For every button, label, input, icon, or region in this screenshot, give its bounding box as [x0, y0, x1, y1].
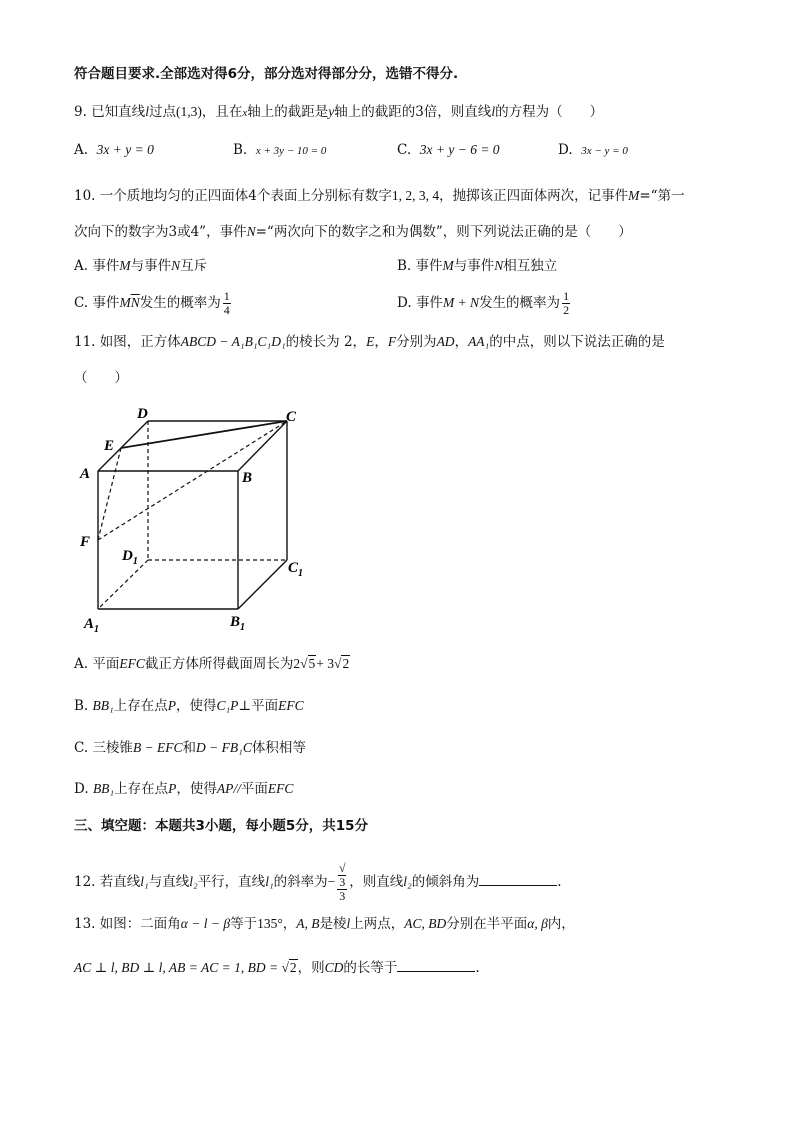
segment-fc [98, 421, 287, 540]
question-10-option-a[interactable]: A. 事件M与事件N互斥 [74, 258, 208, 274]
question-10-stem-line2: 次向下的数字为3或4”，事件N=“两次向下的数字之和为偶数”，则下列说法正确的是（ ） [74, 224, 632, 240]
label-e: E [104, 438, 115, 454]
question-10-option-d[interactable]: D. 事件M + N发生的概率为 $\frac{1}{2}$ [397, 289, 570, 317]
question-11-option-a[interactable]: A. 平面EFC截正方体所得截面周长为2√5+ 3√2 [74, 656, 350, 672]
edge-c1b1 [238, 560, 287, 609]
cube-figure [74, 402, 324, 642]
label-b: B [242, 470, 253, 486]
question-9-option-a[interactable]: A. 3x + y = 0 [74, 142, 154, 158]
label-a1: $A_1$ [84, 616, 100, 635]
question-11-option-b[interactable]: B. BB₁上存在点P，使得C₁P⊥平面EFC [74, 698, 304, 714]
question-11-option-d[interactable]: D. BB₁上存在点P，使得AP//平面EFC [74, 781, 294, 797]
label-c1: $C_1$ [288, 560, 304, 579]
label-a: A [80, 466, 91, 482]
question-13-stem-line1: 13. 如图：二面角α − l − β等于135°，A, B是棱l上两点，AC, BD分别在半平面α, β内， [74, 916, 575, 932]
label-c: C [286, 409, 297, 425]
question-11-paren: （ ） [74, 370, 128, 386]
question-9-option-c[interactable]: C. 3x + y − 6 = 0 [397, 142, 500, 158]
question-10-option-c[interactable]: C. 事件$M\overline{N}$发生的概率为 $\frac{1}{4}$ [74, 289, 230, 317]
label-d1: $D_1$ [122, 548, 138, 567]
answer-blank-12[interactable] [479, 871, 557, 886]
label-d: D [137, 406, 148, 422]
section-3-heading: 三、填空题：本题共3小题，每小题5分，共15分 [74, 818, 369, 834]
section-instruction: 符合题目要求.全部选对得6分，部分选对得部分分，选错不得分. [74, 66, 459, 82]
question-10-stem-line1: 10. 一个质地均匀的正四面体4个表面上分别标有数字1, 2, 3, 4，抛掷该正四面体两次，记事件M=“第一 [74, 188, 685, 204]
segment-ec [121, 421, 287, 448]
question-10-option-b[interactable]: B. 事件M与事件N相互独立 [397, 258, 558, 274]
question-13-stem-line2: AC ⊥ l, BD ⊥ l, AB = AC = 1, BD = √2，则CD的长等于 . [74, 957, 480, 978]
question-9-option-d[interactable]: D. 3x − y = 0 [558, 142, 628, 158]
fraction-sqrt3-over-3: √ 3 3 [338, 861, 346, 903]
answer-blank-13[interactable] [397, 957, 475, 972]
question-11-option-c[interactable]: C. 三棱锥B − EFC和D − FB₁C体积相等 [74, 740, 306, 756]
hidden-edge-d1a1 [98, 560, 148, 609]
label-f: F [80, 534, 91, 550]
question-11-stem: 11. 如图，正方体ABCD − A₁B₁C₁D₁的棱长为 2，E，F分别为AD，AA₁的中点，则以下说法正确的是 [74, 334, 665, 350]
segment-ef [98, 448, 121, 540]
question-9-option-b[interactable]: B. x + 3y − 10 = 0 [233, 142, 327, 158]
label-b1: $B_1$ [230, 614, 246, 633]
question-12-stem: 12. 若直线l₁与直线l₂平行，直线l₁的斜率为− √ 3 3 ，则直线l₂的倾斜角为 . [74, 861, 562, 903]
fraction-one-half: $\frac{1}{2}$ [563, 289, 570, 317]
fraction-one-quarter: $\frac{1}{4}$ [223, 289, 230, 317]
question-9-stem: 9. 已知直线l过点(1,3)，且在x轴上的截距是y轴上的截距的3倍，则直线l的方程为（ ） [74, 104, 604, 120]
